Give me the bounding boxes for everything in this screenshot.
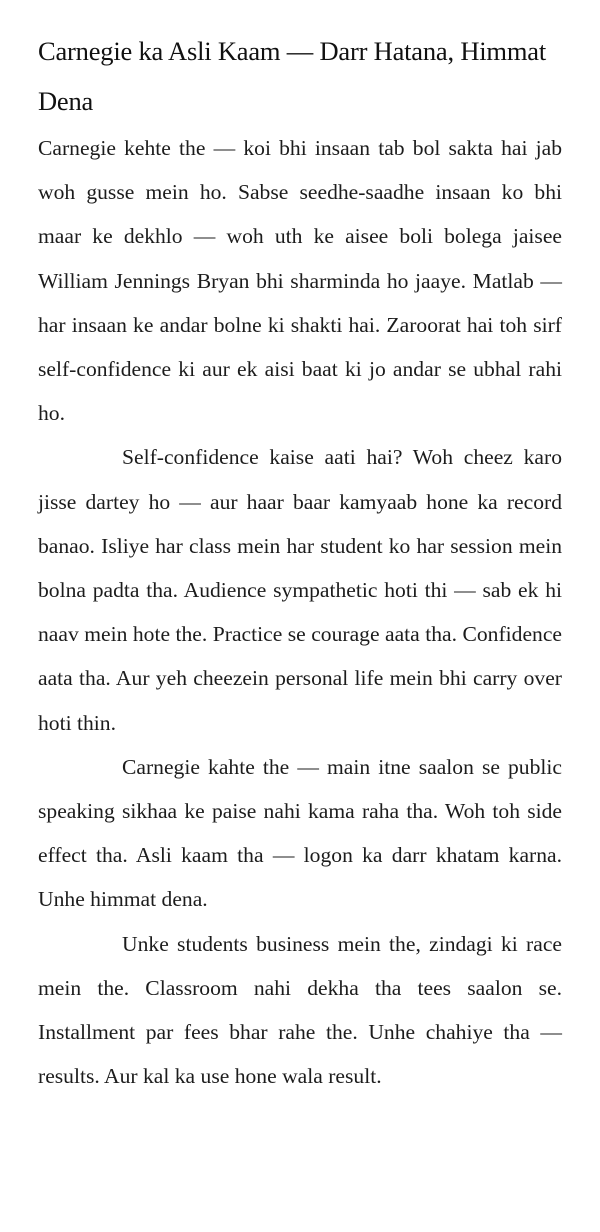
- paragraph-2: Self-confidence kaise aati hai? Woh cheez karo jisse dartey ho — aur haar baar kamyaab hone ka record banao. Isliye har class mein har student ko har session mein bolna padta tha. Audience sympathetic hoti thi — sab ek hi naav mein hote the. Practice se courage aata tha. Confidence aata tha. Aur yeh cheezein personal life mein bhi carry over hoti thin.: [38, 445, 562, 735]
- chapter-title: Carnegie ka Asli Kaam — Darr Hatana, Himmat Dena: [38, 36, 546, 116]
- paragraph-3: Carnegie kahte the — main itne saalon se public speaking sikhaa ke paise nahi kama raha tha. Woh toh side effect tha. Asli kaam tha — logon ka darr khatam karna. Unhe himmat dena.: [38, 754, 562, 912]
- paragraph-1: Carnegie kehte the — koi bhi insaan tab bol sakta hai jab woh gusse mein ho. Sabse seedhe-saadhe insaan ko bhi maar ke dekhlo — woh uth ke aisee boli bolega jaisee William Jennings Bryan bhi sharminda ho jaaye. Matlab — har insaan ke andar bolne ki shakti hai. Zaroorat hai toh sirf self-confidence ki aur ek aisi baat ki jo andar se ubhal rahi ho.: [38, 136, 562, 426]
- paragraph-4: Unke students business mein the, zindagi ki race mein the. Classroom nahi dekha tha tees saalon se. Installment par fees bhar rahe the. Unhe chahiye tha — results. Aur kal ka use hone wala result.: [38, 931, 562, 1089]
